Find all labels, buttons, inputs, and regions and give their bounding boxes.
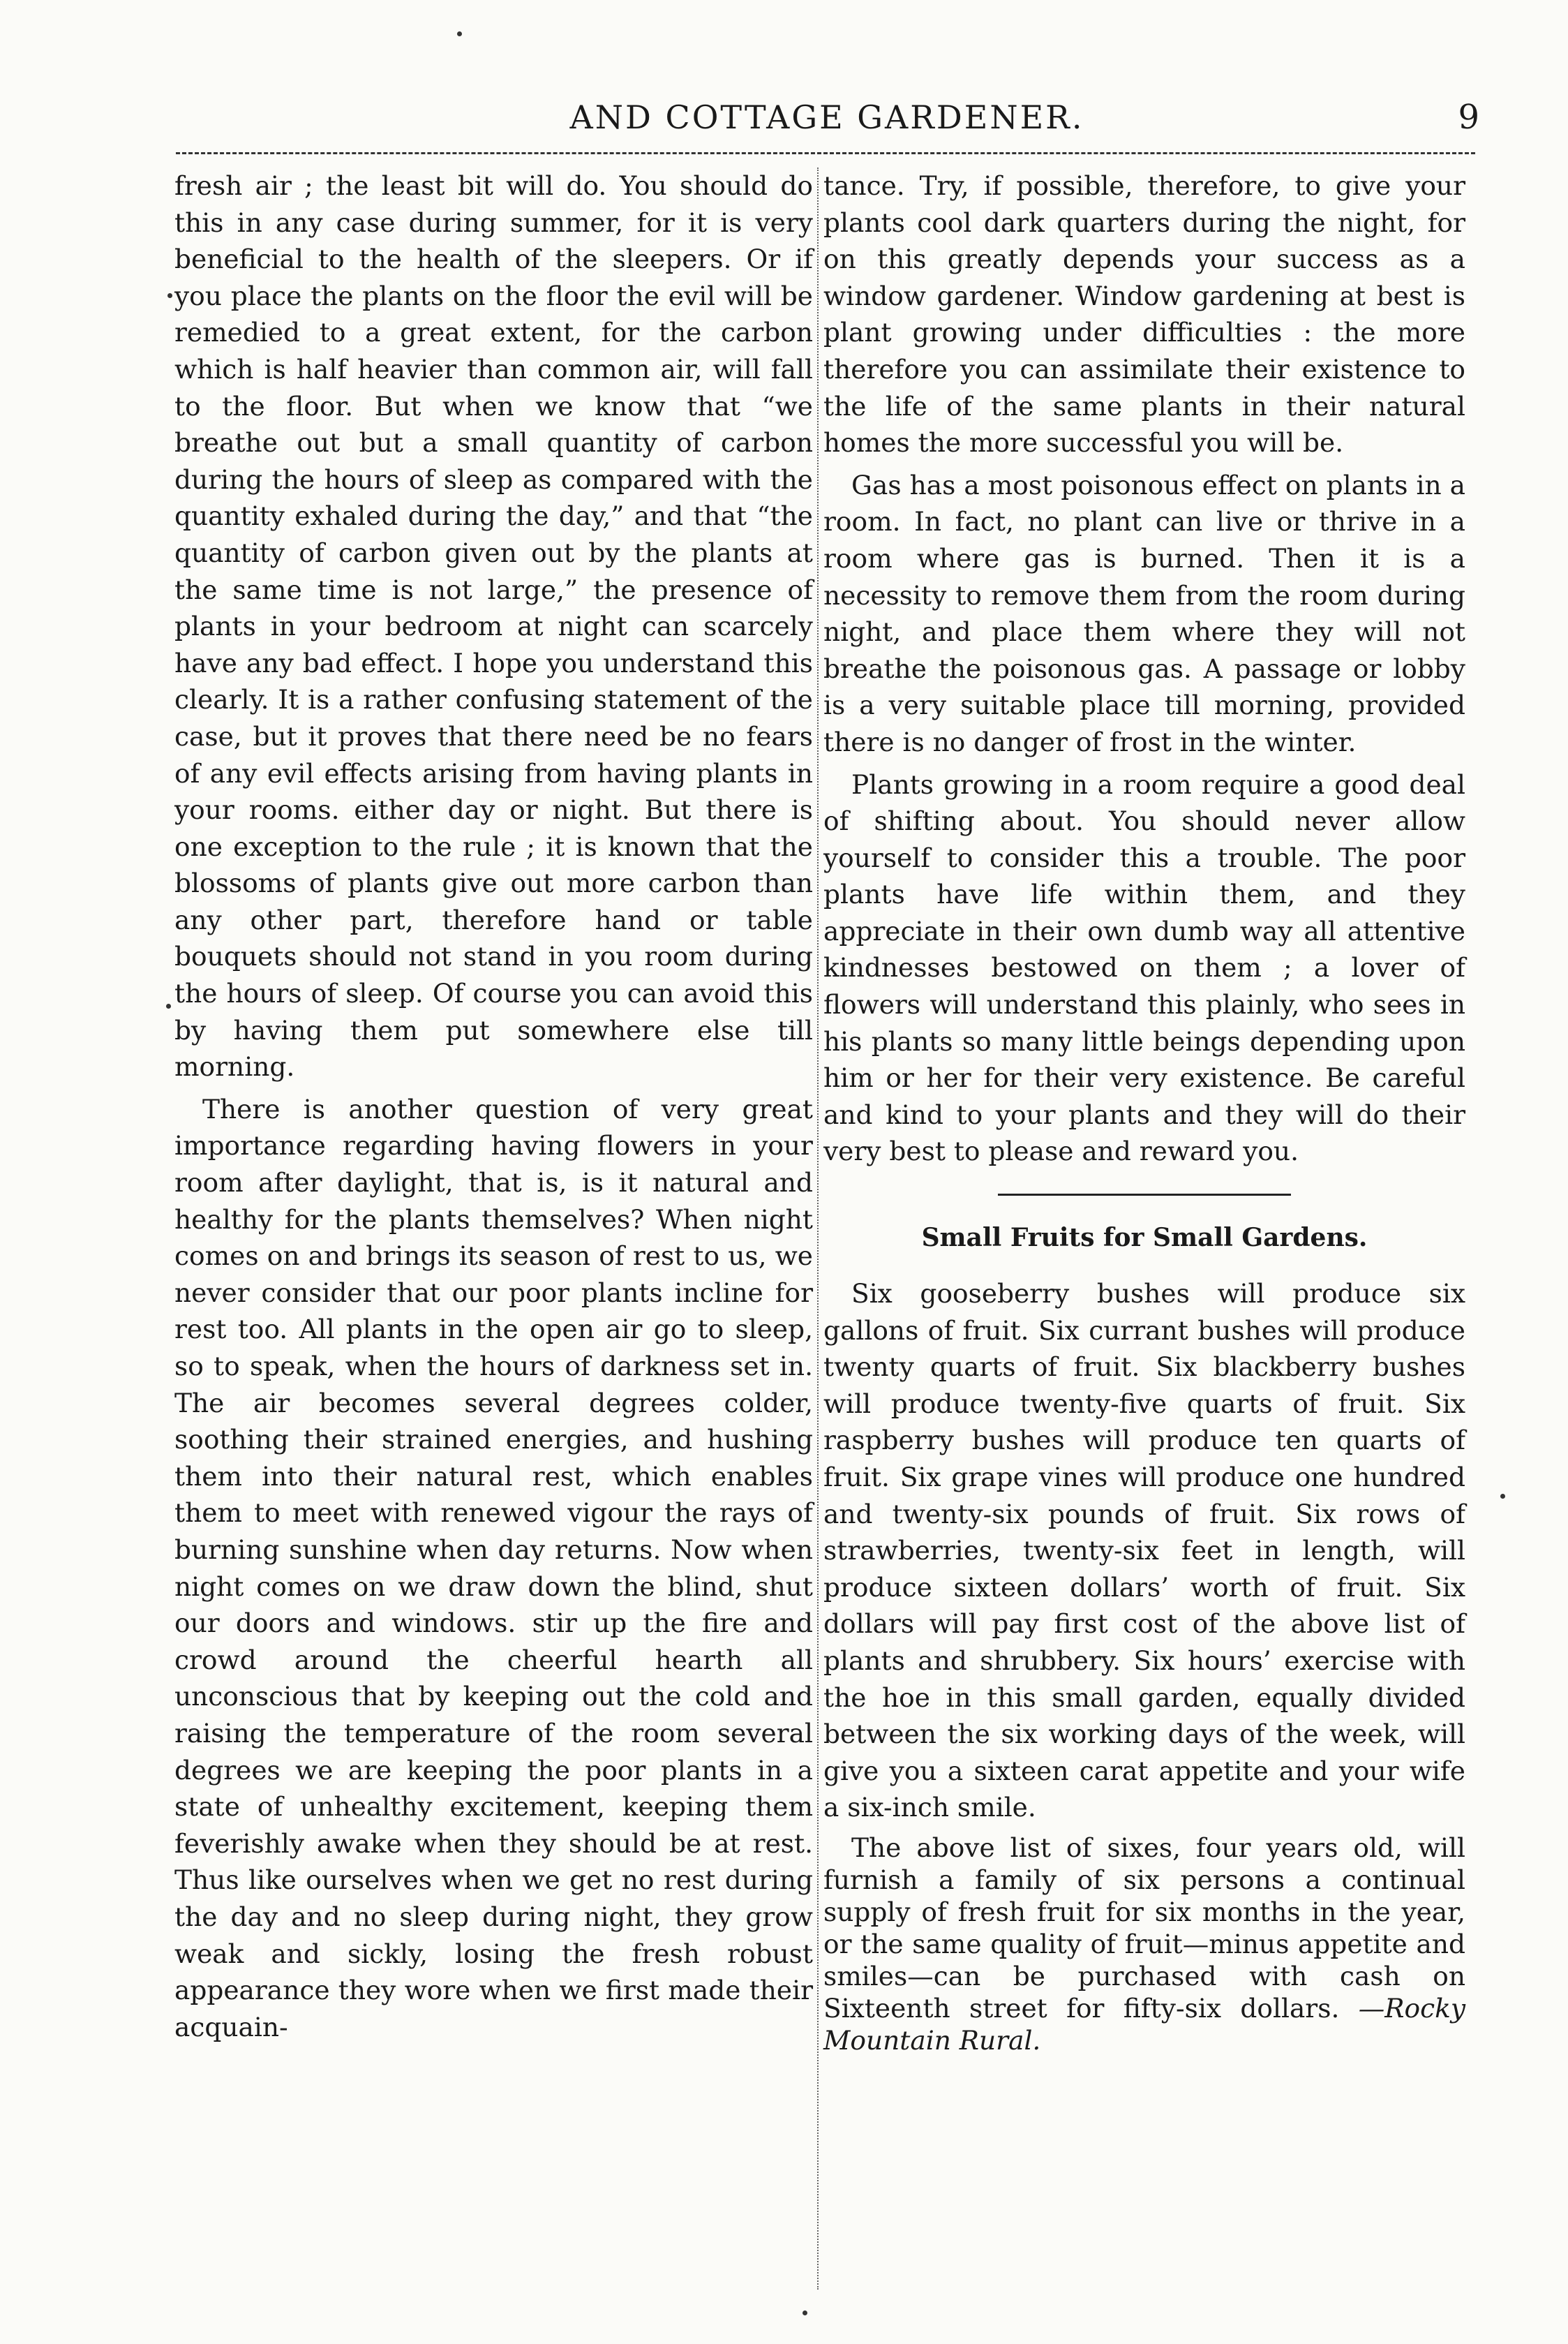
article-paragraph-1: Six gooseberry bushes will produce six gallons of fruit. Six currant bushes will produce twenty quarts of fruit. Six blackberry bushes will produce twenty-five quarts of fruit. Six raspberry bushes will produce ten quarts of fruit. Six grape vines will produce one hundred and twenty-six pounds of fruit. Six rows of strawberries, twenty-six feet in length, will produce sixteen dollars’ worth of fruit. Six dollars will pay first cost of the above list of plants and shrubbery. Six hours’ exercise with the hoe in this small garden, equally divided between the six working days of the week, will give you a sixteen carat appetite and your wife a six-inch smile.: [823, 1278, 1465, 1823]
article-attribution: —Rocky Mountain Rural.: [823, 1992, 1466, 2056]
print-speck: [802, 2310, 807, 2315]
left-paragraph-1: fresh air ; the least bit will do. You should do this in any case during summer, for it is very beneficial to the health of the sleepers. Or if you place the plants on the floor the evil will be remedied to a great extent, for the carbon which is half heavier than common air, will fall to the floor. But when we know that “we breathe out but a small quantity of carbon during the hours of sleep as compared with the quantity exhaled during the day,” and that “the quantity of carbon given out by the plants at the same time is not large,” the presence of plants in your bedroom at night can scarcely have any bad effect. I hope you understand this clearly. It is a rather confusing statement of the case, but it proves that there need be no fears of any evil effects arising from having plants in your rooms. either day or night. But there is one exception to the rule ; it is known that the blossoms of plants give out more carbon than any other part, therefore hand or table bouquets should not stand in you room during the hours of sleep. Of course you can avoid this by having them put somewhere else till morning.: [174, 170, 813, 1083]
header-rule: [176, 152, 1475, 154]
page-header: [174, 96, 1479, 145]
left-column: [174, 168, 813, 2051]
right-paragraph-1: tance. Try, if possible, therefore, to give your plants cool dark quarters during the night, for on this greatly depends your success as a window gardener. Window gardening at best is plant growing under difficulties : the more therefore you can assimilate their existence to the life of the same plants in their natural homes the more successful you will be.: [823, 170, 1465, 459]
print-speck: [167, 293, 172, 298]
right-paragraph-2: Gas has a most poisonous effect on plants in a room. In fact, no plant can live or thrive in a room where gas is burned. Then it is a necessity to remove them from the room during night, and place them where they will not breathe the poisonous gas. A passage or lobby is a very suitable place till morning, provided there is no danger of frost in the winter.: [823, 469, 1465, 757]
column-divider: [817, 168, 819, 2290]
left-paragraph-2: There is another question of very great importance regarding having flowers in your room after daylight, that is, is it natural and healthy for the plants themselves? When night comes on and brings its season of rest to us, we never consider that our poor plants incline for rest too. All plants in the open air go to sleep, so to speak, when the hours of darkness set in. The air becomes several degrees colder, soothing their strained energies, and hushing them into their natural rest, which enables them to meet with renewed vigour the rays of burning sunshine when day returns. Now when night comes on we draw down the blind, shut our doors and windows. stir up the fire and crowd around the cheerful hearth all unconscious that by keeping out the cold and raising the temperature of the room several degrees we are keeping the poor plants in a state of unhealthy excitement, keeping them feverishly awake when they should be at rest. Thus like ourselves when we get no rest during the day and no sleep during night, they grow weak and sickly, losing the fresh robust appearance they wore when we first made their acquain-: [174, 1093, 813, 2042]
article-paragraph-2: [823, 1832, 1465, 2056]
right-paragraph-3: Plants growing in a room require a good deal of shifting about. You should never allow yourself to consider this a trouble. The poor plants have life within them, and they appreciate in their own dumb way all attentive kindnesses bestowed on them ; a lover of flowers will understand this plainly, who sees in his plants so many little beings depending upon him or her for their very existence. Be careful and kind to your plants and they will do their very best to please and reward you.: [823, 769, 1465, 1167]
right-column: [823, 168, 1465, 2062]
print-speck: [1500, 1494, 1505, 1499]
article-heading: Small Fruits for Small Gardens.: [921, 1223, 1368, 1253]
running-head: AND COTTAGE GARDENER.: [569, 98, 1084, 136]
print-speck: [166, 1004, 171, 1009]
print-speck: [457, 31, 462, 36]
article-separator: [998, 1194, 1291, 1196]
article-paragraph-2-text: The above list of sixes, four years old, will furnish a family of six persons a continual supply of fresh fruit for six months in the year, or the same quality of fruit—minus appetite and smiles—can be purchased with cash on Sixteenth street for fifty-six dollars.: [823, 1832, 1465, 2024]
page-number: 9: [1458, 98, 1479, 137]
